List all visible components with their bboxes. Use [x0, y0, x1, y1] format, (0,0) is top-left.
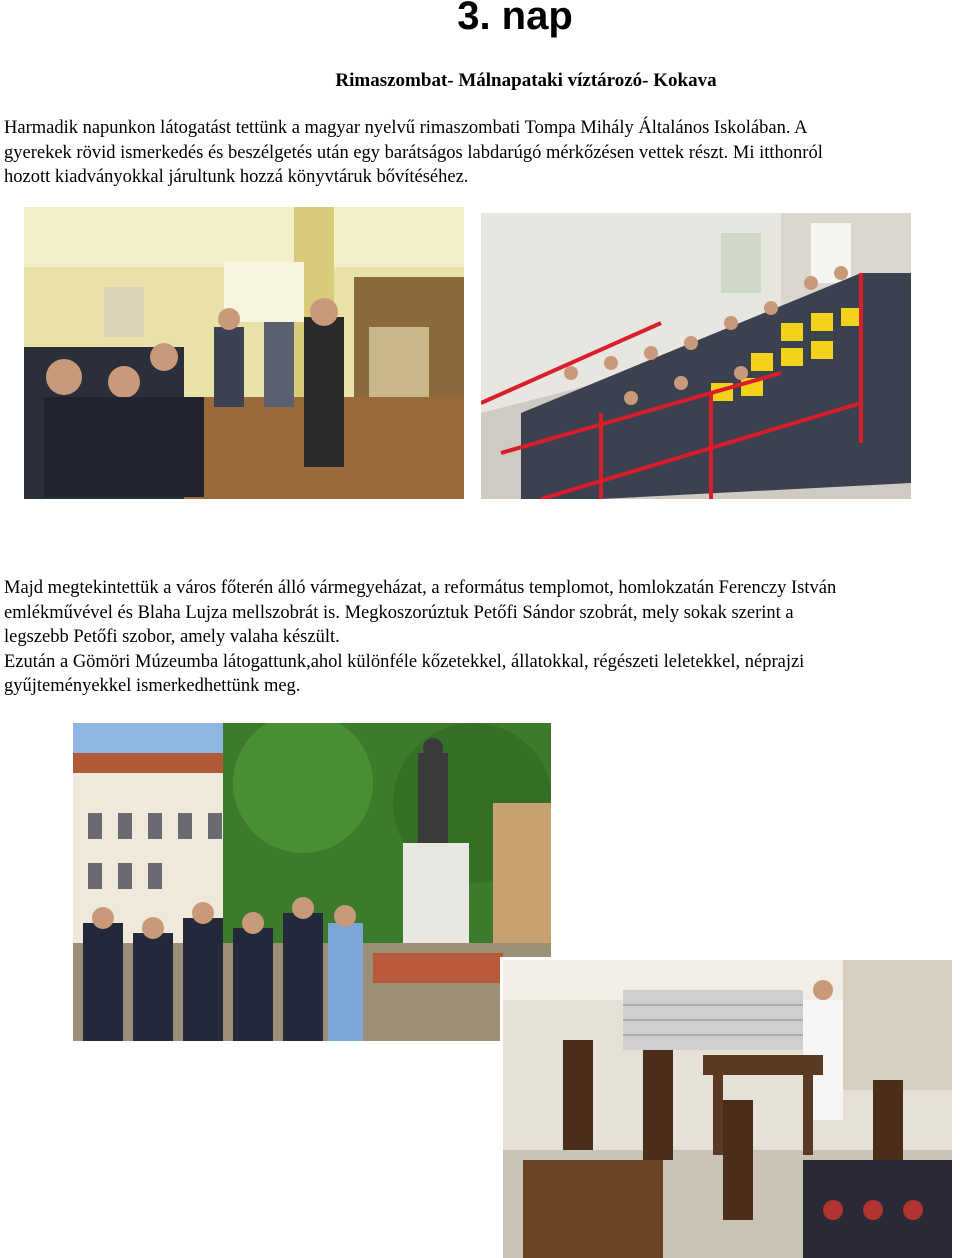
- photo-gym-bleachers: [481, 213, 911, 499]
- photo-school-library: [24, 207, 464, 499]
- text-line: emlékművével és Blaha Lujza mellszobrát is. Megkoszorúztuk Petőfi Sándor szobrát, mely sokak szerint a: [4, 602, 794, 623]
- text-line: gyűjteményekkel ismerkedhettünk meg.: [4, 676, 301, 696]
- photo-petofi-statue: [73, 723, 551, 1041]
- text-line: Harmadik napunkon látogatást tettünk a magyar nyelvű rimaszombati Tompa Mihály Általános Iskolában. A: [4, 118, 808, 138]
- text-line: legszebb Petőfi szobor, amely valaha készült.: [4, 627, 340, 647]
- page-title: 3. nap: [457, 0, 573, 38]
- text-line: Ezután a Gömöri Múzeumba látogattunk,ahol különféle kőzetekkel, állatokkal, régészeti leletekkel, néprajzi: [4, 651, 805, 672]
- photo-museum-folk-furniture: [500, 957, 952, 1258]
- text-line: hozott kiadványokkal járultunk hozzá könyvtáruk bővítéséhez.: [4, 167, 469, 187]
- text-line: Majd megtekintettük a város főterén álló vármegyeházat, a református templomot, homlokzatán Ferenczy István: [4, 578, 837, 598]
- paragraph-school-visit: [4, 116, 960, 190]
- text-line: gyerekek rövid ismerkedés és beszélgetés után egy barátságos labdarúgó mérkőzésen vettek részt. Mi itthonról: [4, 142, 823, 163]
- paragraph-town-tour: [4, 576, 960, 699]
- page-subtitle: Rimaszombat- Málnapataki víztározó- Kokava: [335, 70, 717, 91]
